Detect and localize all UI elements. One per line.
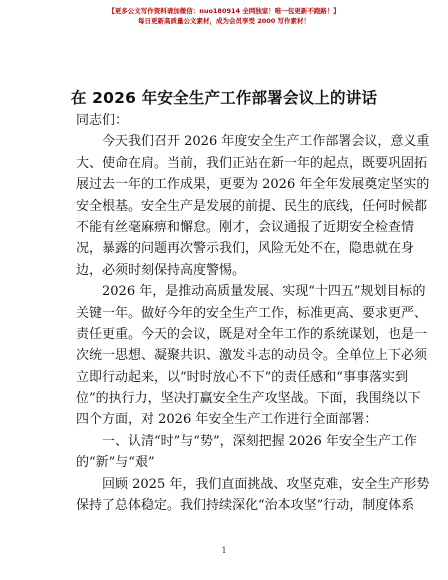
body-line: 一、认清“时”与“势”，深刻把握 2026 年安全生产工作: [76, 433, 417, 449]
body-line: 责任更重。今天的会议，既是对全年工作的系统谋划，也是一: [76, 326, 428, 342]
body-line: 立即行动起来，以“时时放心不下”的责任感和“事事落实到: [76, 369, 408, 385]
promo-banner-line-1: 【更多公文写作资料请加微信：nuo180914 全网独家！唯一包更新不跑路！】: [108, 7, 340, 15]
body-line: 况，暴露的问题再次警示我们，风险无处不在，隐患就在身: [76, 241, 415, 257]
body-line: 安全根基。安全生产是发展的前提、民生的底线，任何时候都: [76, 198, 428, 214]
body-line: 次统一思想、凝聚共识、激发斗志的动员令。全单位上下必须: [76, 348, 428, 364]
body-line: 回顾 2025 年，我们直面挑战、攻坚克难，安全生产形势: [76, 476, 430, 492]
salutation: 同志们：: [76, 113, 129, 128]
body-line: 今天我们召开 2026 年度安全生产工作部署会议，意义重: [76, 134, 430, 150]
body-line: 大、使命在肩。当前，我们正站在新一年的起点，既要巩固拓: [76, 155, 428, 171]
page-number: 1: [221, 546, 227, 555]
promo-banner-line-2: 每日更新高质量公文素材，成为会员享受 2000 写作素材！: [137, 17, 311, 25]
body-line: 边，必须时刻保持高度警惕。: [76, 262, 246, 278]
body-line: 不能有丝毫麻痹和懈怠。刚才，会议通报了近期安全检查情: [76, 219, 415, 235]
body-line: 位”的执行力，坚决打赢安全生产攻坚战。下面，我围绕以下: [76, 391, 421, 407]
body-line: 2026 年，是推动高质量发展、实现“十四五”规划目标的: [76, 284, 426, 300]
body-line: 展过去一年的工作成果，更要为 2026 年全年发展奠定坚实的: [76, 177, 430, 193]
promo-banner: [0, 6, 448, 26]
body-line: 的“新”与“艰”: [76, 455, 155, 471]
body-line: 四个方面，对 2026 年安全生产工作进行全面部署：: [76, 412, 378, 428]
body-line: 关键一年。做好今年的安全生产工作，标准更高、要求更严、: [76, 305, 428, 321]
document-body: [76, 110, 430, 516]
document-title: 在 2026 年安全生产工作部署会议上的讲话: [70, 89, 378, 107]
body-line: 保持了总体稳定。我们持续深化“治本攻坚”行动，制度体系: [76, 498, 415, 514]
